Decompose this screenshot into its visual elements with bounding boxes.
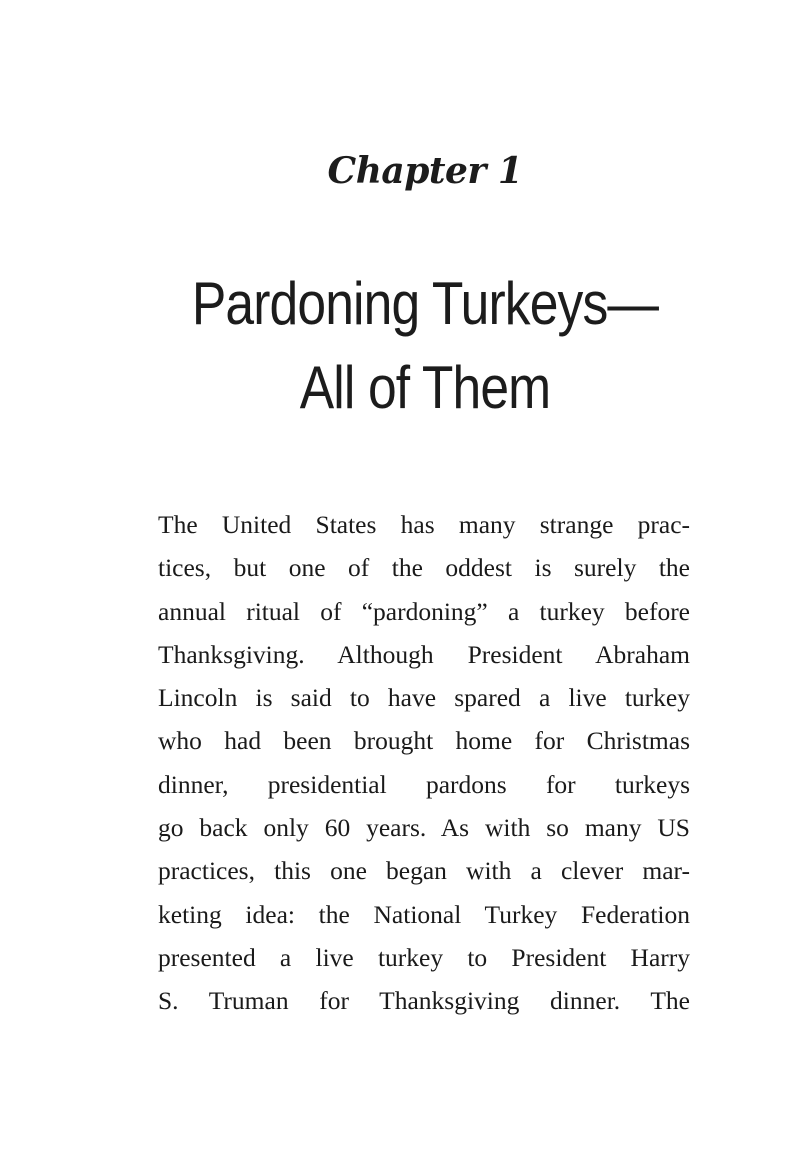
chapter-title-line: Pardoning Turkeys— (191, 270, 659, 337)
text-line: practices, this one began with a clever mar- (158, 856, 690, 886)
text-line: presented a live turkey to President Harry (158, 942, 690, 972)
text-line: Lincoln is said to have spared a live turkey (158, 683, 690, 713)
chapter-number: Chapter 1 (327, 150, 523, 192)
chapter-title-line: All of Them (299, 354, 551, 421)
text-line: Thanksgiving. Although President Abraham (158, 639, 690, 669)
text-line: The United States has many strange prac- (158, 510, 690, 539)
body-paragraph (158, 503, 690, 1023)
text-line: annual ritual of “pardoning” a turkey before (158, 596, 690, 626)
text-line: dinner, presidential pardons for turkeys (158, 769, 690, 799)
text-line: go back only 60 years. As with so many US (158, 813, 690, 843)
text-line: tices, but one of the oddest is surely the (158, 553, 690, 583)
text-line: who had been brought home for Christmas (158, 726, 690, 756)
chapter-title (60, 262, 791, 430)
text-line: keting idea: the National Turkey Federation (158, 899, 690, 929)
text-line: S. Truman for Thanksgiving dinner. The (158, 986, 690, 1016)
